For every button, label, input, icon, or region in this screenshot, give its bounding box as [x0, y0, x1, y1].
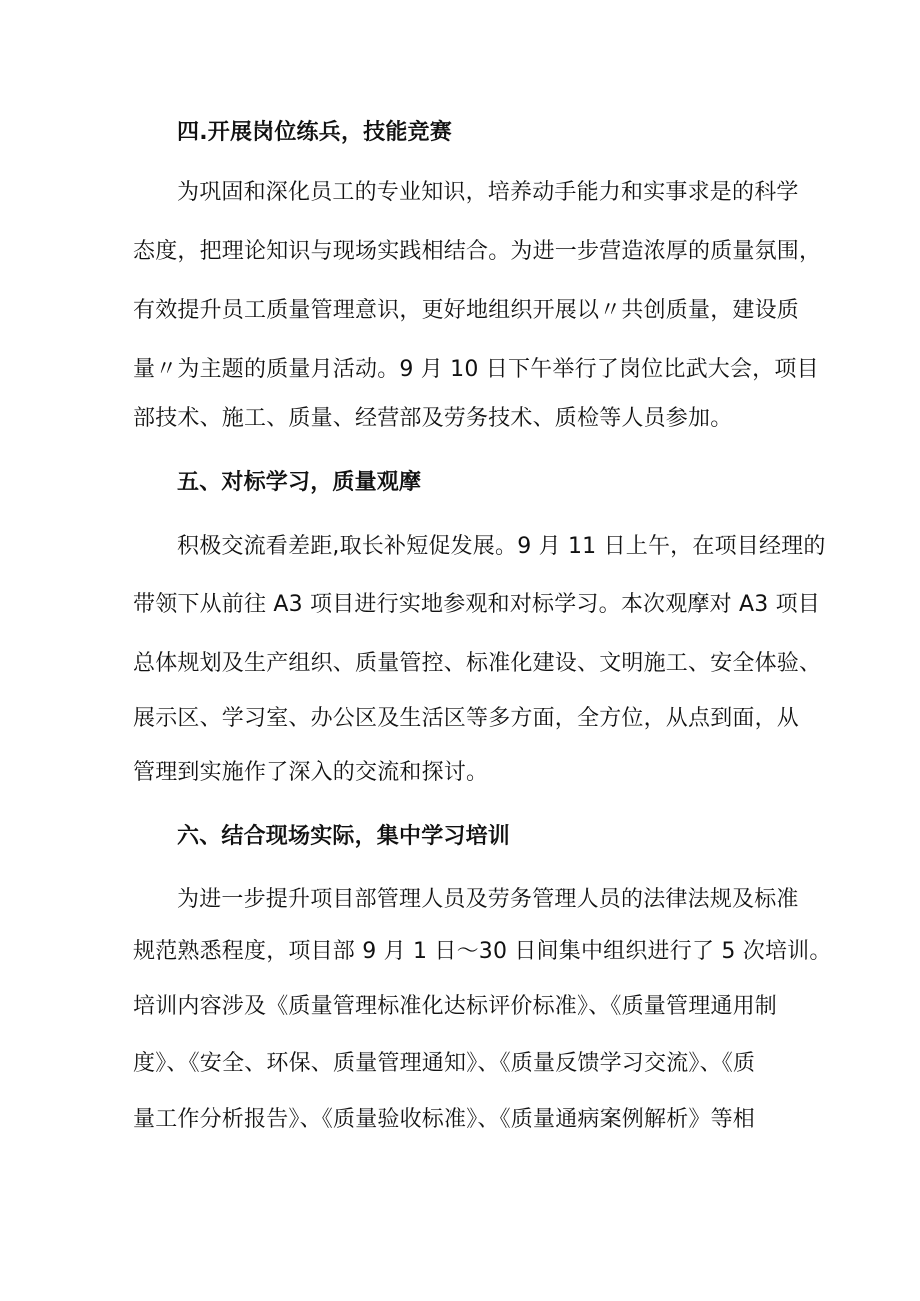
paragraph-line: 规范熟悉程度，项目部 9 月 1 日〜30 日间集中组织进行了 5 次培训。: [133, 939, 832, 964]
paragraph-line: 量〃为主题的质量月活动。9 月 10 日下午举行了岗位比武大会，项目: [133, 357, 819, 382]
paragraph-line: 展示区、学习室、办公区及生活区等多方面，全方位，从点到面，从: [133, 706, 800, 731]
paragraph-line: 管理到实施作了深入的交流和探讨。: [133, 760, 489, 785]
paragraph-line: 为巩固和深化员工的专业知识，培养动手能力和实事求是的科学: [177, 180, 799, 205]
section-heading-5: 五、对标学习，质量观摩: [177, 470, 422, 495]
paragraph-line: 有效提升员工质量管理意识，更好地组织开展以〃共创质量，建设质: [133, 298, 800, 323]
section-heading-4: 四.开展岗位练兵，技能竞赛: [177, 120, 452, 145]
paragraph-line: 总体规划及生产组织、质量管控、标准化建设、文明施工、安全体验、: [133, 651, 822, 676]
paragraph-line: 态度，把理论知识与现场实践相结合。为进一步营造浓厚的质量氛围，: [133, 239, 822, 264]
paragraph-line: 量工作分析报告》、《质量验收标准》、《质量通病案例解析》等相: [133, 1107, 756, 1132]
paragraph-line: 培训内容涉及《质量管理标准化达标评价标准》、《质量管理通用制: [133, 994, 778, 1019]
paragraph-line: 部技术、施工、质量、经营部及劳务技术、质检等人员参加。: [133, 406, 733, 431]
section-heading-6: 六、结合现场实际，集中学习培训: [177, 824, 511, 849]
paragraph-line: 度》、《安全、环保、质量管理通知》、《质量反馈学习交流》、《质: [133, 1051, 756, 1076]
paragraph-line: 积极交流看差距,取长补短促发展。9 月 11 日上午，在项目经理的: [177, 534, 826, 559]
paragraph-line: 为进一步提升项目部管理人员及劳务管理人员的法律法规及标准: [177, 887, 799, 912]
paragraph-line: 带领下从前往 A3 项目进行实地参观和对标学习。本次观摩对 A3 项目: [133, 592, 821, 617]
